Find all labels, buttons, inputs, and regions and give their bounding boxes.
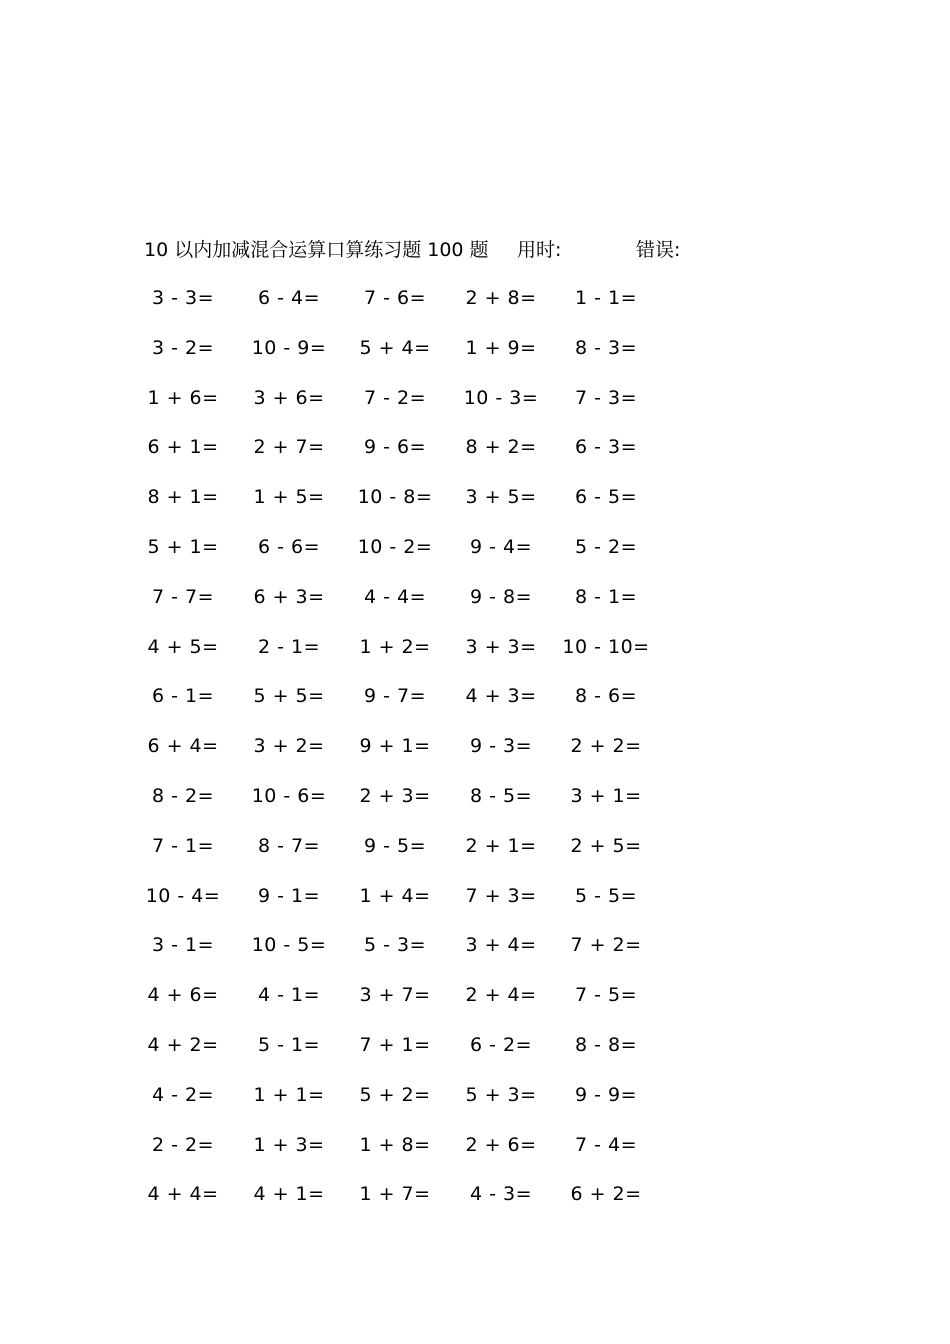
arithmetic-problem: 3 + 5= [465, 486, 537, 509]
arithmetic-problem: 4 + 5= [147, 635, 219, 658]
arithmetic-problem: 9 - 3= [469, 735, 533, 758]
arithmetic-problem: 3 + 2= [253, 735, 325, 758]
arithmetic-problem: 8 + 1= [147, 486, 219, 509]
arithmetic-problem: 8 - 5= [469, 784, 533, 807]
problem-row [0, 283, 950, 333]
arithmetic-problem: 4 - 2= [151, 1083, 215, 1106]
arithmetic-problem: 10 - 8= [357, 486, 433, 509]
arithmetic-problem: 4 - 3= [469, 1183, 533, 1206]
arithmetic-problem: 4 + 4= [147, 1183, 219, 1206]
arithmetic-problem: 10 - 5= [251, 934, 327, 957]
problem-row [0, 681, 950, 731]
arithmetic-problem: 8 - 6= [574, 685, 638, 708]
arithmetic-problem: 5 - 3= [363, 934, 427, 957]
arithmetic-problem: 6 + 1= [147, 436, 219, 459]
problem-row [0, 930, 950, 980]
arithmetic-problem: 8 - 3= [574, 336, 638, 359]
arithmetic-problem: 4 - 4= [363, 585, 427, 608]
problem-row [0, 333, 950, 383]
arithmetic-problem: 4 + 1= [253, 1183, 325, 1206]
arithmetic-problem: 4 + 3= [465, 685, 537, 708]
arithmetic-problem: 5 + 3= [465, 1083, 537, 1106]
arithmetic-problem: 4 - 1= [257, 984, 321, 1007]
arithmetic-problem: 9 - 7= [363, 685, 427, 708]
arithmetic-problem: 1 - 1= [574, 287, 638, 309]
arithmetic-problem: 3 + 6= [253, 386, 325, 409]
arithmetic-problem: 6 - 1= [151, 685, 215, 708]
problem-grid [0, 283, 950, 1229]
arithmetic-problem: 5 + 2= [359, 1083, 431, 1106]
arithmetic-problem: 7 - 6= [363, 287, 427, 309]
arithmetic-problem: 7 + 3= [465, 884, 537, 907]
arithmetic-problem: 6 + 2= [570, 1183, 642, 1206]
arithmetic-problem: 9 - 9= [574, 1083, 638, 1106]
arithmetic-problem: 7 - 2= [363, 386, 427, 409]
arithmetic-problem: 7 - 5= [574, 984, 638, 1007]
arithmetic-problem: 1 + 4= [359, 884, 431, 907]
arithmetic-problem: 9 - 5= [363, 834, 427, 857]
arithmetic-problem: 6 - 3= [574, 436, 638, 459]
arithmetic-problem: 2 + 3= [359, 784, 431, 807]
arithmetic-problem: 1 + 1= [253, 1083, 325, 1106]
arithmetic-problem: 9 - 1= [257, 884, 321, 907]
arithmetic-problem: 4 + 2= [147, 1033, 219, 1056]
arithmetic-problem: 5 - 2= [574, 535, 638, 558]
problem-row [0, 482, 950, 532]
arithmetic-problem: 5 + 1= [147, 535, 219, 558]
arithmetic-problem: 9 - 6= [363, 436, 427, 459]
arithmetic-problem: 5 - 1= [257, 1033, 321, 1056]
arithmetic-problem: 6 - 6= [257, 535, 321, 558]
arithmetic-problem: 6 - 2= [469, 1033, 533, 1056]
arithmetic-problem: 2 + 2= [570, 735, 642, 758]
arithmetic-problem: 10 - 6= [251, 784, 327, 807]
arithmetic-problem: 3 + 7= [359, 984, 431, 1007]
arithmetic-problem: 3 + 3= [465, 635, 537, 658]
arithmetic-problem: 6 - 5= [574, 486, 638, 509]
problem-row [0, 1130, 950, 1180]
arithmetic-problem: 9 - 8= [469, 585, 533, 608]
arithmetic-problem: 2 - 1= [257, 635, 321, 658]
arithmetic-problem: 7 + 2= [570, 934, 642, 957]
arithmetic-problem: 4 + 6= [147, 984, 219, 1007]
problem-row [0, 582, 950, 632]
arithmetic-problem: 8 - 7= [257, 834, 321, 857]
arithmetic-problem: 2 - 2= [151, 1133, 215, 1156]
problem-row [0, 731, 950, 781]
problem-row [0, 781, 950, 831]
arithmetic-problem: 3 - 3= [151, 287, 215, 309]
arithmetic-problem: 8 - 1= [574, 585, 638, 608]
arithmetic-problem: 7 - 4= [574, 1133, 638, 1156]
arithmetic-problem: 10 - 4= [145, 884, 221, 907]
arithmetic-problem: 10 - 10= [562, 635, 650, 658]
problem-row [0, 881, 950, 931]
arithmetic-problem: 8 - 2= [151, 784, 215, 807]
problem-row [0, 831, 950, 881]
arithmetic-problem: 2 + 8= [465, 287, 537, 309]
arithmetic-problem: 3 + 4= [465, 934, 537, 957]
arithmetic-problem: 10 - 3= [463, 386, 539, 409]
arithmetic-problem: 5 - 5= [574, 884, 638, 907]
arithmetic-problem: 1 + 8= [359, 1133, 431, 1156]
problem-row [0, 1030, 950, 1080]
arithmetic-problem: 1 + 9= [465, 336, 537, 359]
arithmetic-problem: 9 + 1= [359, 735, 431, 758]
arithmetic-problem: 5 + 4= [359, 336, 431, 359]
problem-row [0, 980, 950, 1030]
arithmetic-problem: 1 + 6= [147, 386, 219, 409]
problem-row [0, 1080, 950, 1130]
worksheet-title: 10 以内加减混合运算口算练习题 100 题 [144, 239, 489, 261]
arithmetic-problem: 10 - 2= [357, 535, 433, 558]
errors-label: 错误: [636, 239, 681, 261]
arithmetic-problem: 7 - 7= [151, 585, 215, 608]
arithmetic-problem: 1 + 7= [359, 1183, 431, 1206]
worksheet-header [144, 236, 744, 264]
arithmetic-problem: 7 - 1= [151, 834, 215, 857]
problem-row [0, 632, 950, 682]
arithmetic-problem: 1 + 3= [253, 1133, 325, 1156]
arithmetic-problem: 3 - 2= [151, 336, 215, 359]
arithmetic-problem: 2 + 4= [465, 984, 537, 1007]
problem-row [0, 383, 950, 433]
time-used-label: 用时: [517, 239, 562, 261]
problem-row [0, 532, 950, 582]
arithmetic-problem: 2 + 5= [570, 834, 642, 857]
arithmetic-problem: 6 + 4= [147, 735, 219, 758]
arithmetic-problem: 1 + 5= [253, 486, 325, 509]
arithmetic-problem: 8 + 2= [465, 436, 537, 459]
arithmetic-problem: 7 + 1= [359, 1033, 431, 1056]
arithmetic-problem: 10 - 9= [251, 336, 327, 359]
arithmetic-problem: 6 - 4= [257, 287, 321, 309]
problem-row [0, 1179, 950, 1229]
arithmetic-problem: 2 + 6= [465, 1133, 537, 1156]
arithmetic-problem: 5 + 5= [253, 685, 325, 708]
arithmetic-problem: 2 + 1= [465, 834, 537, 857]
arithmetic-problem: 1 + 2= [359, 635, 431, 658]
arithmetic-problem: 3 + 1= [570, 784, 642, 807]
arithmetic-problem: 8 - 8= [574, 1033, 638, 1056]
arithmetic-problem: 6 + 3= [253, 585, 325, 608]
arithmetic-problem: 2 + 7= [253, 436, 325, 459]
arithmetic-problem: 7 - 3= [574, 386, 638, 409]
arithmetic-problem: 9 - 4= [469, 535, 533, 558]
arithmetic-problem: 3 - 1= [151, 934, 215, 957]
problem-row [0, 432, 950, 482]
